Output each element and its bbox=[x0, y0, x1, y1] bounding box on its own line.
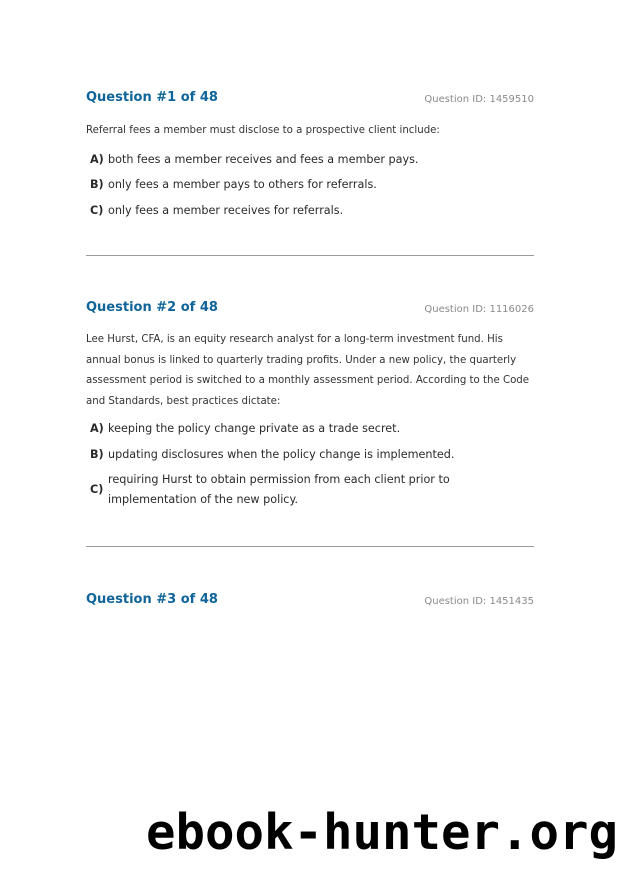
answer-option-b[interactable] bbox=[86, 175, 534, 195]
question-header bbox=[86, 90, 534, 110]
answer-letter: C) bbox=[90, 203, 104, 217]
answer-letter: A) bbox=[90, 422, 104, 435]
answer-option-b[interactable] bbox=[86, 445, 534, 465]
question-title: Question #3 of 48 bbox=[86, 592, 218, 607]
question-id: Question ID: 1116026 bbox=[424, 304, 534, 315]
answer-text: both fees a member receives and fees a member pays. bbox=[108, 152, 419, 166]
question-header bbox=[86, 300, 534, 320]
answer-option-a[interactable] bbox=[86, 419, 534, 439]
question-title: Question #2 of 48 bbox=[86, 300, 218, 315]
answer-letter: B) bbox=[90, 178, 104, 191]
answer-text: only fees a member pays to others for referrals. bbox=[108, 178, 377, 191]
question-3 bbox=[86, 592, 534, 612]
answer-text: only fees a member receives for referrals. bbox=[108, 203, 344, 217]
answer-list bbox=[86, 150, 534, 221]
answer-letter: C) bbox=[90, 483, 104, 496]
question-1 bbox=[86, 90, 534, 226]
answer-letter: B) bbox=[90, 447, 104, 461]
answer-option-a[interactable] bbox=[86, 150, 534, 170]
question-title: Question #1 of 48 bbox=[86, 90, 218, 105]
watermark-text: ebook-hunter.org bbox=[146, 804, 619, 861]
answer-letter: A) bbox=[90, 152, 104, 166]
question-stem: Lee Hurst, CFA, is an equity research analyst for a long-term investment fund. His annual bonus is linked to quarterly trading profits. Under a new policy, the quarterly assessment period is switched to a monthly assessment period. According to the Code and Standards, best practices dictate: bbox=[86, 334, 530, 407]
section-divider bbox=[86, 546, 534, 547]
answer-list bbox=[86, 419, 534, 510]
answer-text: updating disclosures when the policy change is implemented. bbox=[108, 447, 455, 461]
answer-option-c[interactable] bbox=[86, 201, 534, 221]
answer-text: requiring Hurst to obtain permission from each client prior to implementation of the new policy. bbox=[108, 473, 450, 506]
question-header bbox=[86, 592, 534, 612]
answer-text: keeping the policy change private as a trade secret. bbox=[108, 422, 401, 435]
question-stem: Referral fees a member must disclose to a prospective client include: bbox=[86, 125, 440, 136]
answer-option-c[interactable] bbox=[86, 470, 534, 510]
question-id: Question ID: 1451435 bbox=[424, 596, 534, 607]
section-divider bbox=[86, 255, 534, 256]
question-id: Question ID: 1459510 bbox=[424, 94, 534, 105]
question-2 bbox=[86, 300, 534, 516]
